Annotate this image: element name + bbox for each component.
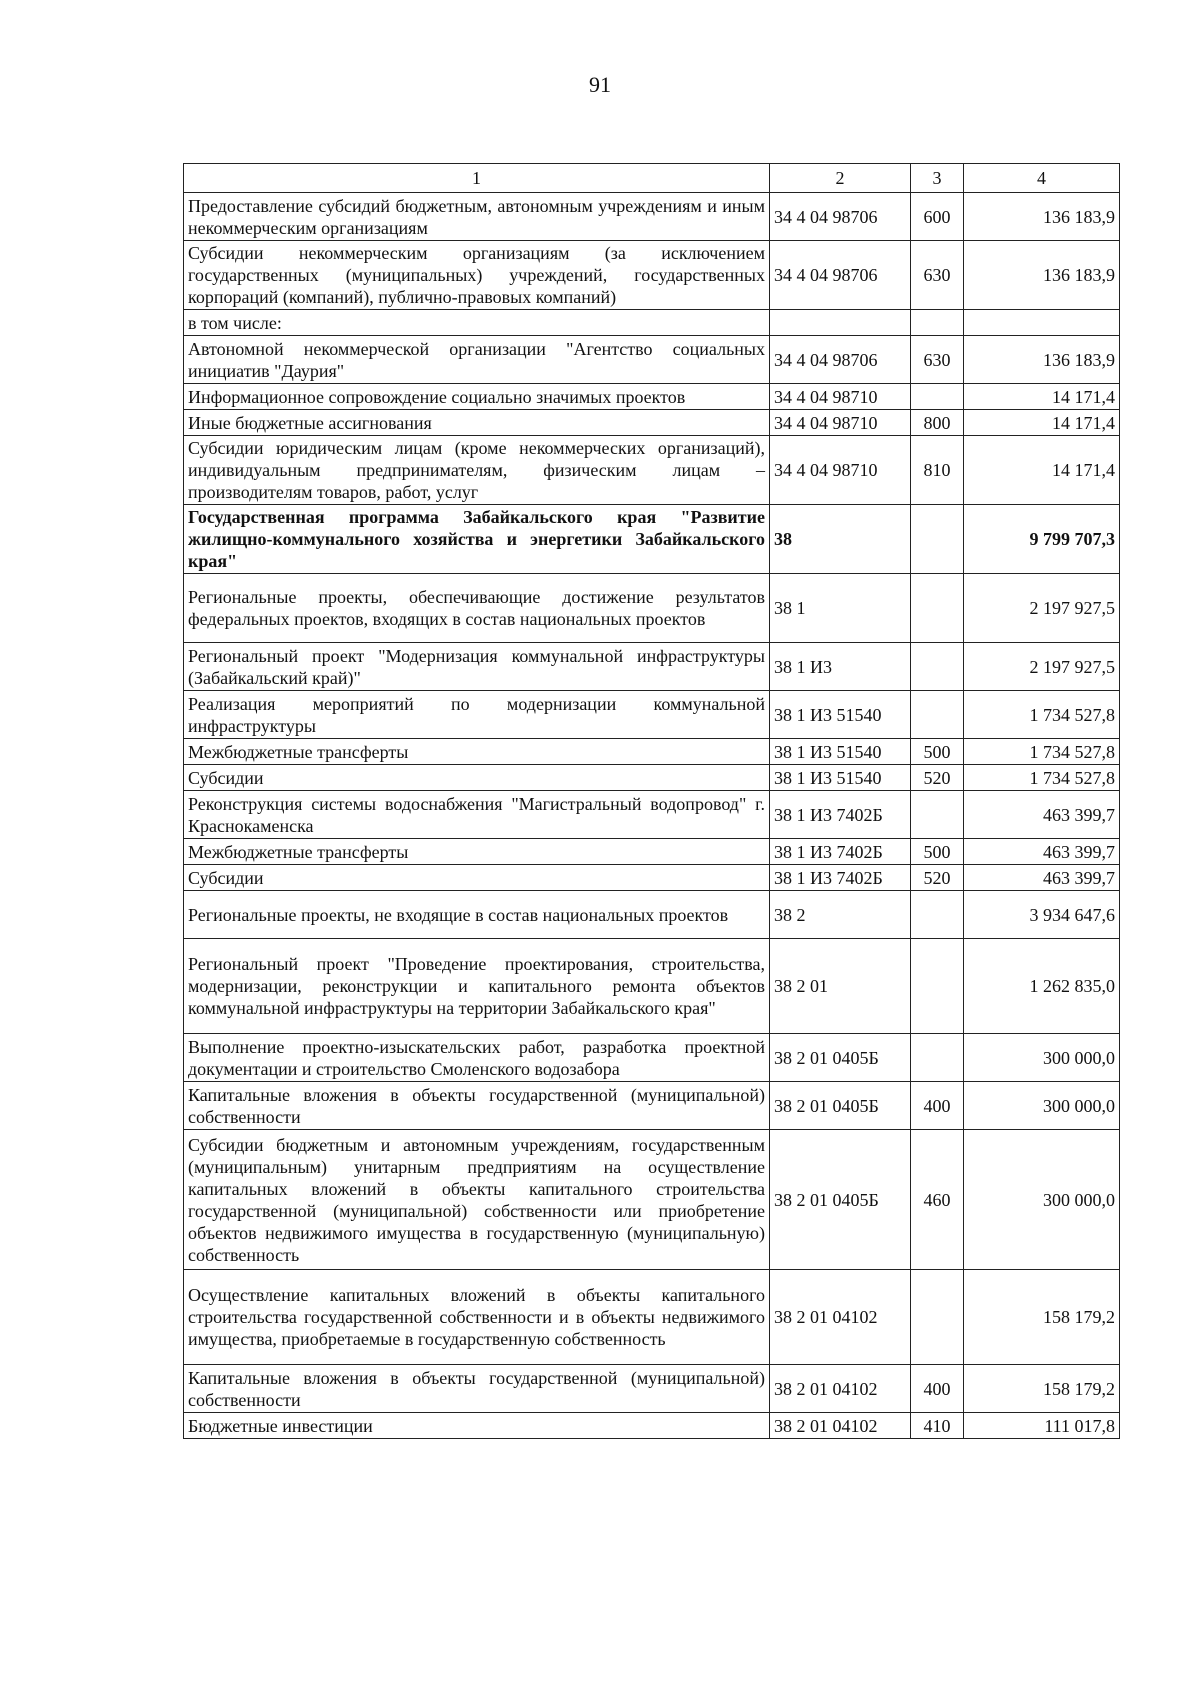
header-row — [184, 164, 1120, 193]
table-row — [184, 436, 1120, 505]
row-code-cell — [770, 310, 911, 336]
row-name-cell: Капитальные вложения в объекты государственной (муниципальной) собственности — [184, 1365, 770, 1413]
row-type-cell: 600 — [911, 193, 964, 241]
row-name-cell: Региональные проекты, не входящие в состав национальных проектов — [184, 891, 770, 939]
row-code-cell: 34 4 04 98710 — [770, 384, 911, 410]
column-header-name: 1 — [184, 164, 770, 193]
row-code-cell: 38 2 01 04102 — [770, 1270, 911, 1365]
row-amount-cell: 2 197 927,5 — [964, 574, 1120, 643]
table-row — [184, 939, 1120, 1034]
row-type-cell — [911, 643, 964, 691]
row-name-cell: Субсидии некоммерческим организациям (за исключением государственных (муниципальных) учреждений, государственных корпораций (компаний), публично-правовых компаний) — [184, 241, 770, 310]
table-row — [184, 765, 1120, 791]
row-name-cell: Субсидии — [184, 865, 770, 891]
table-row — [184, 410, 1120, 436]
table-row — [184, 1034, 1120, 1082]
row-type-cell — [911, 791, 964, 839]
row-type-cell: 810 — [911, 436, 964, 505]
row-amount-cell — [964, 310, 1120, 336]
row-name-cell: Выполнение проектно-изыскательских работ, разработка проектной документации и строительство Смоленского водозабора — [184, 1034, 770, 1082]
row-code-cell: 38 2 01 0405Б — [770, 1130, 911, 1270]
row-type-cell: 400 — [911, 1365, 964, 1413]
row-amount-cell: 2 197 927,5 — [964, 643, 1120, 691]
row-name-cell: Предоставление субсидий бюджетным, автономным учреждениям и иным некоммерческим организациям — [184, 193, 770, 241]
row-type-cell — [911, 384, 964, 410]
row-type-cell: 520 — [911, 765, 964, 791]
row-code-cell: 38 2 01 0405Б — [770, 1034, 911, 1082]
column-header-code: 2 — [770, 164, 911, 193]
page-number: 91 — [589, 72, 611, 97]
row-type-cell — [911, 1270, 964, 1365]
row-amount-cell: 136 183,9 — [964, 336, 1120, 384]
table-row — [184, 1082, 1120, 1130]
row-amount-cell: 14 171,4 — [964, 436, 1120, 505]
row-name-cell: Осуществление капитальных вложений в объекты капитального строительства государственной собственности и в объекты недвижимого имущества, приобретаемые в государственную собственность — [184, 1270, 770, 1365]
row-amount-cell: 463 399,7 — [964, 865, 1120, 891]
row-name-cell: Иные бюджетные ассигнования — [184, 410, 770, 436]
row-amount-cell: 300 000,0 — [964, 1034, 1120, 1082]
table-row — [184, 865, 1120, 891]
table-row — [184, 643, 1120, 691]
row-amount-cell: 1 734 527,8 — [964, 691, 1120, 739]
row-amount-cell: 111 017,8 — [964, 1413, 1120, 1439]
row-name-cell: Субсидии бюджетным и автономным учреждениям, государственным (муниципальным) унитарным предприятиям на осуществление капитальных вложений в объекты капитального строительства государственной (муниципальной) собственности или приобретение объектов недвижимого имущества в государственную (муниципальную) собственность — [184, 1130, 770, 1270]
row-amount-cell: 1 262 835,0 — [964, 939, 1120, 1034]
row-amount-cell: 1 734 527,8 — [964, 739, 1120, 765]
row-amount-cell: 158 179,2 — [964, 1270, 1120, 1365]
row-name-cell: Субсидии юридическим лицам (кроме некоммерческих организаций), индивидуальным предпринимателям, физическим лицам – производителям товаров, работ, услуг — [184, 436, 770, 505]
table-row — [184, 1365, 1120, 1413]
row-name-cell: Бюджетные инвестиции — [184, 1413, 770, 1439]
row-name-cell: Региональный проект "Проведение проектирования, строительства, модернизации, реконструкции и капитального ремонта объектов коммунальной инфраструктуры на территории Забайкальского края" — [184, 939, 770, 1034]
row-code-cell: 38 1 И3 51540 — [770, 765, 911, 791]
row-name-cell: в том числе: — [184, 310, 770, 336]
table-row — [184, 791, 1120, 839]
row-type-cell — [911, 1034, 964, 1082]
row-name-cell: Капитальные вложения в объекты государственной (муниципальной) собственности — [184, 1082, 770, 1130]
row-type-cell: 500 — [911, 739, 964, 765]
table-row — [184, 691, 1120, 739]
row-type-cell: 460 — [911, 1130, 964, 1270]
row-name-cell: Реконструкция системы водоснабжения "Магистральный водопровод" г. Краснокаменска — [184, 791, 770, 839]
table-row — [184, 891, 1120, 939]
row-amount-cell: 136 183,9 — [964, 241, 1120, 310]
row-code-cell: 38 1 И3 7402Б — [770, 839, 911, 865]
row-name-cell: Межбюджетные трансферты — [184, 739, 770, 765]
row-code-cell: 34 4 04 98706 — [770, 241, 911, 310]
row-type-cell: 410 — [911, 1413, 964, 1439]
row-type-cell — [911, 505, 964, 574]
row-amount-cell: 1 734 527,8 — [964, 765, 1120, 791]
row-code-cell: 38 2 01 04102 — [770, 1365, 911, 1413]
row-amount-cell: 463 399,7 — [964, 839, 1120, 865]
row-type-cell: 520 — [911, 865, 964, 891]
row-amount-cell: 158 179,2 — [964, 1365, 1120, 1413]
row-code-cell: 34 4 04 98710 — [770, 436, 911, 505]
row-name-cell: Субсидии — [184, 765, 770, 791]
row-code-cell: 38 1 — [770, 574, 911, 643]
row-type-cell: 630 — [911, 336, 964, 384]
row-code-cell: 34 4 04 98706 — [770, 336, 911, 384]
table-row — [184, 310, 1120, 336]
row-name-cell: Региональные проекты, обеспечивающие достижение результатов федеральных проектов, входящих в состав национальных проектов — [184, 574, 770, 643]
row-code-cell: 38 1 И3 7402Б — [770, 865, 911, 891]
column-header-amount: 4 — [964, 164, 1120, 193]
table-row — [184, 1413, 1120, 1439]
table-row — [184, 739, 1120, 765]
table-row — [184, 241, 1120, 310]
row-type-cell — [911, 939, 964, 1034]
table-row — [184, 1270, 1120, 1365]
row-type-cell — [911, 574, 964, 643]
table-body — [184, 193, 1120, 1439]
table-header — [184, 164, 1120, 193]
row-name-cell: Реализация мероприятий по модернизации коммунальной инфраструктуры — [184, 691, 770, 739]
row-amount-cell: 14 171,4 — [964, 384, 1120, 410]
row-amount-cell: 3 934 647,6 — [964, 891, 1120, 939]
table-row — [184, 384, 1120, 410]
row-type-cell — [911, 691, 964, 739]
row-amount-cell: 136 183,9 — [964, 193, 1120, 241]
table-row — [184, 1130, 1120, 1270]
row-code-cell: 38 1 И3 51540 — [770, 739, 911, 765]
row-code-cell: 38 2 01 04102 — [770, 1413, 911, 1439]
row-amount-cell: 463 399,7 — [964, 791, 1120, 839]
row-type-cell: 500 — [911, 839, 964, 865]
row-type-cell — [911, 310, 964, 336]
row-name-cell: Региональный проект "Модернизация коммунальной инфраструктуры (Забайкальский край)" — [184, 643, 770, 691]
table-row — [184, 193, 1120, 241]
row-code-cell: 34 4 04 98706 — [770, 193, 911, 241]
row-type-cell: 400 — [911, 1082, 964, 1130]
row-type-cell — [911, 891, 964, 939]
row-code-cell: 34 4 04 98710 — [770, 410, 911, 436]
row-code-cell: 38 2 — [770, 891, 911, 939]
row-amount-cell: 300 000,0 — [964, 1082, 1120, 1130]
table-row — [184, 505, 1120, 574]
row-amount-cell: 9 799 707,3 — [964, 505, 1120, 574]
row-name-cell: Автономной некоммерческой организации "Агентство социальных инициатив "Даурия" — [184, 336, 770, 384]
row-code-cell: 38 1 И3 — [770, 643, 911, 691]
row-type-cell: 800 — [911, 410, 964, 436]
table-row — [184, 336, 1120, 384]
row-code-cell: 38 2 01 — [770, 939, 911, 1034]
row-code-cell: 38 1 И3 7402Б — [770, 791, 911, 839]
budget-table — [183, 163, 1120, 1439]
row-name-cell: Государственная программа Забайкальского края "Развитие жилищно-коммунального хозяйства и энергетики Забайкальского края" — [184, 505, 770, 574]
row-code-cell: 38 — [770, 505, 911, 574]
table-row — [184, 574, 1120, 643]
row-amount-cell: 300 000,0 — [964, 1130, 1120, 1270]
table-row — [184, 839, 1120, 865]
row-type-cell: 630 — [911, 241, 964, 310]
row-name-cell: Межбюджетные трансферты — [184, 839, 770, 865]
row-name-cell: Информационное сопровождение социально значимых проектов — [184, 384, 770, 410]
row-code-cell: 38 2 01 0405Б — [770, 1082, 911, 1130]
row-code-cell: 38 1 И3 51540 — [770, 691, 911, 739]
row-amount-cell: 14 171,4 — [964, 410, 1120, 436]
column-header-type: 3 — [911, 164, 964, 193]
